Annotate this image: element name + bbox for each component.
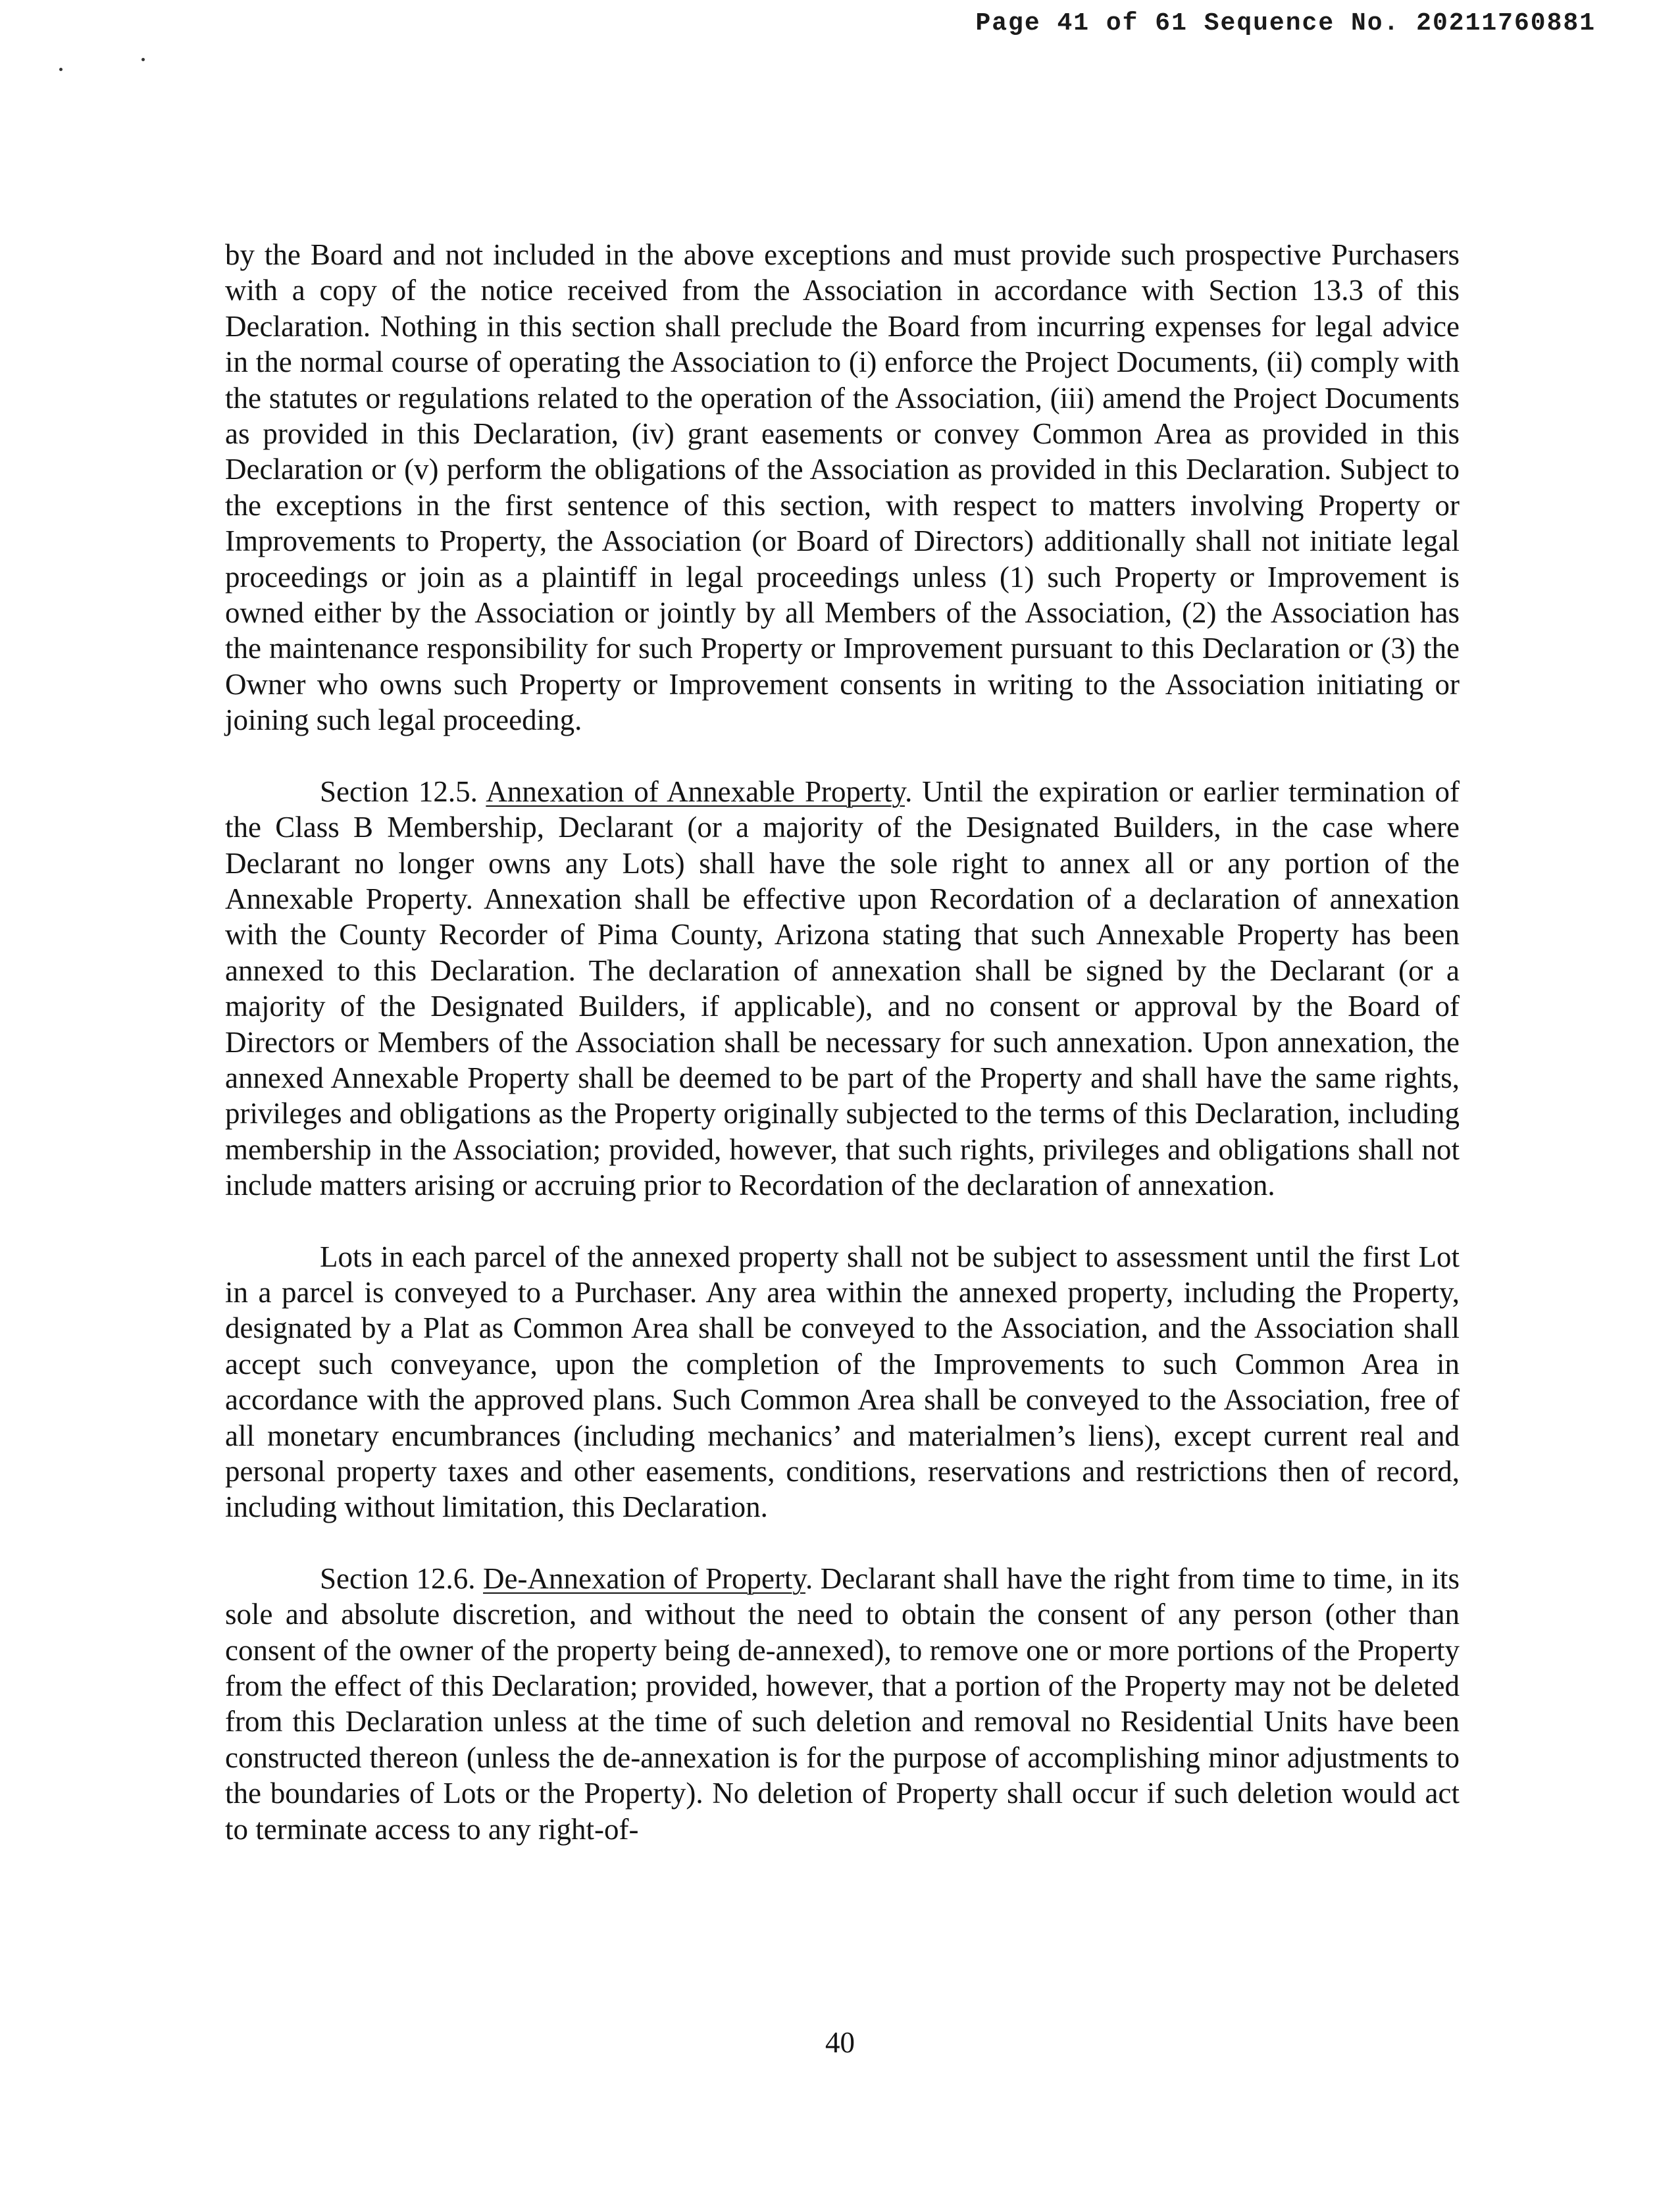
section-12-5-label: Section 12.5. [320,774,478,808]
paragraph-lots: Lots in each parcel of the annexed property shall not be subject to assessment until the first Lot in a parcel is conveyed to a Purchaser. Any area within the annexed property, including the Property, designated by a Plat as Common Area shall be conveyed to the Association, and the Association shall accept such conveyance, upon the completion of the Improvements to such Common Area in accordance with the approved plans. Such Common Area shall be conveyed to the Association, free of all monetary encumbrances (including mechanics’ and materialmen’s liens), except current real and personal property taxes and other easements, conditions, reservations and restrictions then of record, including without limitation, this Declaration. [225,1240,1460,1524]
scan-speck [59,68,63,71]
page-number: 40 [825,2026,855,2059]
scan-speck [141,58,145,61]
section-12-6-title: De-Annexation of Property [483,1561,806,1595]
section-12-6-body: . Declarant shall have the right from time to time, in its sole and absolute discretion, and without the need to obtain the consent of any person (other than consent of the owner of the property being de-annexed), to remove one or more portions of the Property from the effect of this Declaration; provided, however, that a portion of the Property may not be deleted from this Declaration unless at the time of such deletion and removal no Residential Units have been constructed thereon (unless the de-annexation is for the purpose of accomplishing minor adjustments to the boundaries of Lots or the Property). No deletion of Property shall occur if such deletion would act to terminate access to any right-of- [225,1561,1460,1846]
page-sequence-header: Page 41 of 61 Sequence No. 20211760881 [975,9,1596,38]
section-12-6 [225,1561,1460,1847]
section-12-5 [225,774,1460,1204]
document-body [225,237,1460,1847]
section-12-6-label: Section 12.6. [320,1561,476,1595]
section-12-5-body: . Until the expiration or earlier termination of the Class B Membership, Declarant (or a majority of the Designated Builders, in the case where Declarant no longer owns any Lots) shall have the sole right to annex all or any portion of the Annexable Property. Annexation shall be effective upon Recordation of a declaration of annexation with the County Recorder of Pima County, Arizona stating that such Annexable Property has been annexed to this Declaration. The declaration of annexation shall be signed by the Declarant (or a majority of the Designated Builders, if applicable), and no consent or approval by the Board of Directors or Members of the Association shall be necessary for such annexation. Upon annexation, the annexed Annexable Property shall be deemed to be part of the Property and shall have the same rights, privileges and obligations as the Property originally subjected to the terms of this Declaration, including membership in the Association; provided, however, that such rights, privileges and obligations shall not include matters arising or accruing prior to Recordation of the declaration of annexation. [225,774,1460,1202]
section-12-5-title: Annexation of Annexable Property [486,774,905,808]
paragraph-continuation: by the Board and not included in the above exceptions and must provide such prospective Purchasers with a copy of the notice received from the Association in accordance with Section 13.3 of this Declaration. Nothing in this section shall preclude the Board from incurring expenses for legal advice in the normal course of operating the Association to (i) enforce the Project Documents, (ii) comply with the statutes or regulations related to the operation of the Association, (iii) amend the Project Documents as provided in this Declaration, (iv) grant easements or convey Common Area as provided in this Declaration or (v) perform the obligations of the Association as provided in this Declaration. Subject to the exceptions in the first sentence of this section, with respect to matters involving Property or Improvements to Property, the Association (or Board of Directors) additionally shall not initiate legal proceedings or join as a plaintiff in legal proceedings unless (1) such Property or Improvement is owned either by the Association or jointly by all Members of the Association, (2) the Association has the maintenance responsibility for such Property or Improvement pursuant to this Declaration or (3) the Owner who owns such Property or Improvement consents in writing to the Association initiating or joining such legal proceeding. [225,238,1460,737]
